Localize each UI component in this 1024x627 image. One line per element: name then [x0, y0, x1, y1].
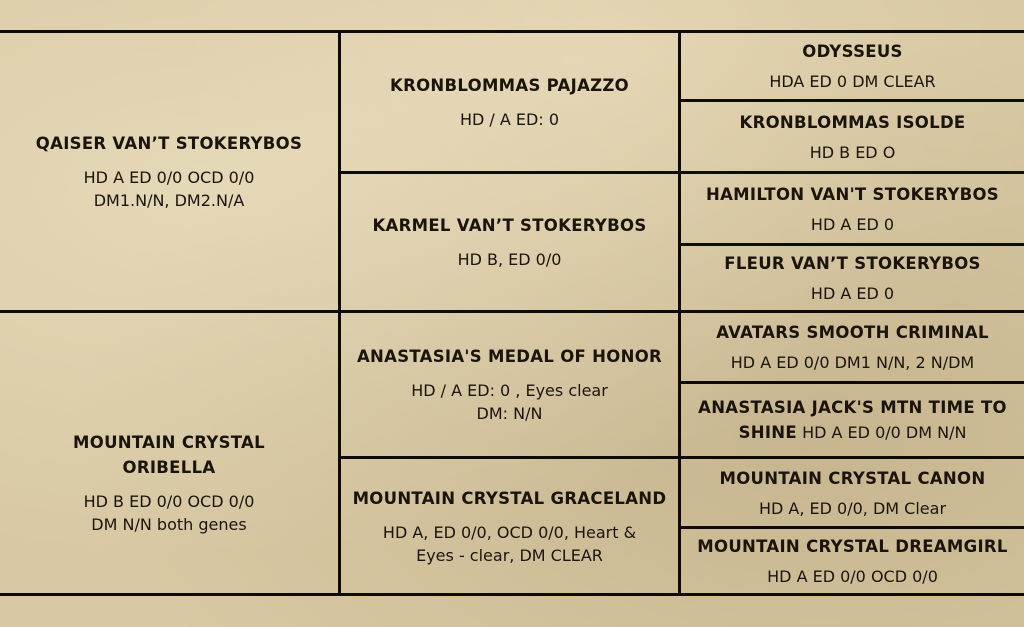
dam-sire-cell	[341, 313, 678, 456]
sire-info-line1: HD A ED 0/0 OCD 0/0	[83, 168, 255, 187]
dam-name-line2: ORIBELLA	[122, 458, 216, 477]
dam-dam-cell	[341, 459, 678, 593]
ggp-cell-5	[681, 313, 1024, 381]
ggp-name-line2: SHINE	[738, 423, 797, 442]
ggp-info: HD A ED 0	[810, 284, 895, 303]
bottom-border	[0, 593, 1024, 596]
dam-sire-info-line2: DM: N/N	[476, 404, 543, 423]
ggp-name: KRONBLOMMAS ISOLDE	[739, 112, 966, 132]
ggp-info: HDA ED 0 DM CLEAR	[769, 72, 936, 91]
ggp-name: FLEUR VAN’T STOKERYBOS	[724, 254, 981, 273]
dam-dam-info-line2: Eyes - clear, DM CLEAR	[416, 545, 603, 565]
ggp-cell-4	[681, 246, 1024, 310]
sire-dam-info: HD B, ED 0/0	[457, 250, 562, 269]
ggp-cell-6	[681, 384, 1024, 456]
dam-cell	[0, 313, 338, 593]
ggp-name: HAMILTON VAN'T STOKERYBOS	[706, 184, 999, 204]
ggp-info: HD A ED 0	[810, 214, 895, 234]
ggp-info: HD A, ED 0/0, DM Clear	[758, 498, 947, 518]
dam-sire-info-line1: HD / A ED: 0 , Eyes clear	[411, 381, 608, 400]
ggp-name: MOUNTAIN CRYSTAL DREAMGIRL	[697, 537, 1008, 556]
sire-info-line2: DM1.N/N, DM2.N/A	[93, 191, 245, 210]
ggp-cell-1	[681, 33, 1024, 99]
ggp-info: HD A ED 0/0 OCD 0/0	[767, 567, 938, 586]
ggp-cell-8	[681, 529, 1024, 593]
ggp-name-line1: ANASTASIA JACK'S MTN TIME TO	[698, 398, 1007, 417]
sire-name: QAISER VAN’T STOKERYBOS	[35, 134, 303, 153]
ggp-info: HD B ED O	[809, 142, 896, 162]
ggp-cell-7	[681, 459, 1024, 526]
ggp-cell-2	[681, 102, 1024, 171]
sire-cell	[0, 33, 338, 310]
dam-dam-name: MOUNTAIN CRYSTAL GRACELAND	[352, 488, 667, 508]
sire-dam-cell	[341, 174, 678, 310]
dam-info-line1: HD B ED 0/0 OCD 0/0	[83, 492, 255, 511]
ggp-info: HD A ED 0/0 DM1 N/N, 2 N/DM	[730, 353, 975, 372]
dam-info-line2: DM N/N both genes	[91, 515, 247, 534]
dam-name-line1: MOUNTAIN CRYSTAL	[73, 433, 265, 452]
dam-dam-info-line1: HD A, ED 0/0, OCD 0/0, Heart &	[382, 522, 637, 542]
ggp-name: ODYSSEUS	[802, 42, 903, 61]
sire-sire-name: KRONBLOMMAS PAJAZZO	[389, 76, 629, 95]
ggp-info: HD A ED 0/0 DM N/N	[802, 423, 967, 442]
sire-dam-name: KARMEL VAN’T STOKERYBOS	[372, 216, 647, 235]
sire-sire-info: HD / A ED: 0	[459, 110, 560, 129]
ggp-name: MOUNTAIN CRYSTAL CANON	[719, 468, 986, 488]
ggp-cell-3	[681, 174, 1024, 243]
ggp-name: AVATARS SMOOTH CRIMINAL	[716, 323, 989, 342]
sire-sire-cell	[341, 33, 678, 171]
dam-sire-name: ANASTASIA'S MEDAL OF HONOR	[356, 347, 663, 366]
